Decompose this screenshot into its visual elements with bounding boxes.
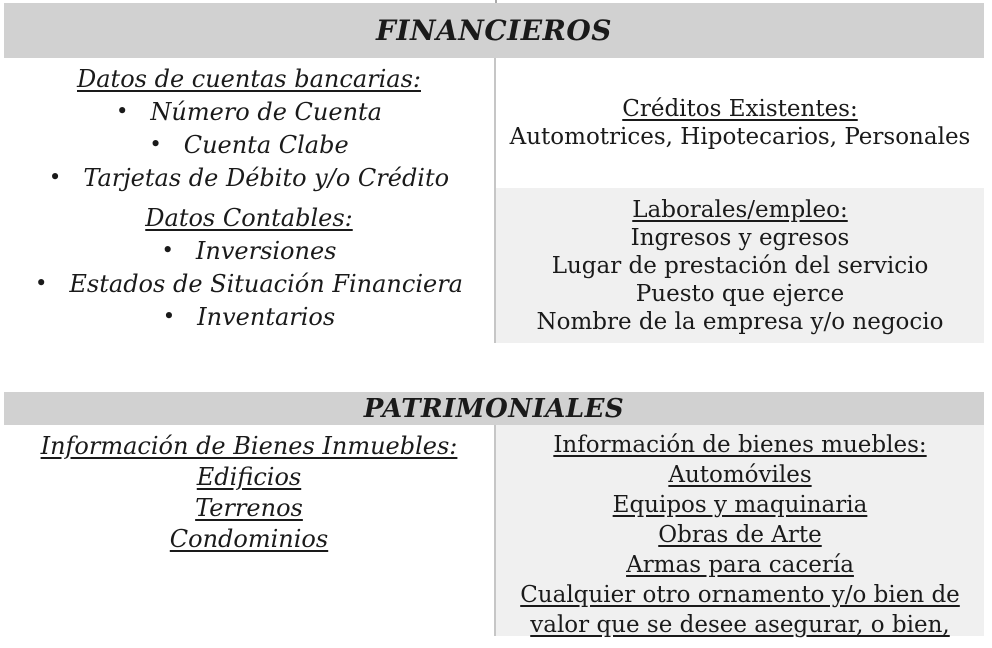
- inmuebles-item: Edificios: [196, 463, 302, 491]
- bienes-muebles-cell: [496, 425, 984, 636]
- bullet-icon: •: [161, 238, 174, 262]
- bullet-icon: •: [48, 165, 62, 189]
- muebles-heading: Información de bienes muebles:: [553, 432, 927, 458]
- inmuebles-item: Terrenos: [195, 494, 303, 522]
- bullet-icon: •: [149, 132, 162, 156]
- bullet-item-label: Inversiones: [195, 236, 337, 265]
- bullet-icon: •: [35, 271, 48, 295]
- muebles-item: Obras de Arte: [658, 522, 822, 548]
- financieros-section-header: [4, 3, 984, 58]
- bullet-item-label: Tarjetas de Débito y/o Crédito: [83, 163, 450, 192]
- bullet-item: [4, 161, 494, 194]
- labor-line: Ingresos y egresos: [630, 224, 850, 251]
- muebles-item: Armas para cacería: [626, 552, 854, 578]
- group-heading: Datos de cuentas bancarias:: [77, 64, 421, 93]
- inmuebles-heading: Información de Bienes Inmuebles:: [40, 432, 458, 460]
- bullet-item-label: Cuenta Clabe: [183, 130, 349, 159]
- bullet-item: [4, 128, 494, 161]
- muebles-item: Cualquier otro ornamento y/o bien de valor que se desee asegurar, o bien,: [520, 582, 960, 638]
- labor-line: Lugar de prestación del servicio: [551, 252, 929, 279]
- bullet-icon: •: [116, 99, 129, 123]
- financieros-title: FINANCIEROS: [376, 14, 612, 47]
- bullet-item-label: Inventarios: [197, 302, 336, 331]
- bullet-item: [4, 95, 494, 128]
- labor-heading: Laborales/empleo:: [632, 196, 848, 223]
- bullet-item: [4, 234, 494, 267]
- muebles-item: Automóviles: [668, 462, 812, 488]
- financieros-left-cell: [4, 58, 494, 343]
- patrimoniales-title: PATRIMONIALES: [363, 393, 625, 424]
- labor-line: Nombre de la empresa y/o negocio: [536, 308, 944, 335]
- bullet-icon: •: [162, 304, 176, 328]
- bullet-item-label: Número de Cuenta: [150, 97, 382, 126]
- bienes-inmuebles-cell: [4, 425, 494, 636]
- credits-text: Automotrices, Hipotecarios, Personales: [509, 124, 971, 150]
- muebles-item: Equipos y maquinaria: [612, 492, 868, 518]
- labor-line: Puesto que ejerce: [635, 280, 845, 307]
- patrimoniales-section-header: [4, 392, 984, 425]
- group-heading: Datos Contables:: [145, 203, 353, 232]
- bullet-item-label: Estados de Situación Financiera: [69, 269, 463, 298]
- credits-heading: Créditos Existentes:: [622, 96, 858, 122]
- credits-cell: [496, 58, 984, 188]
- inmuebles-item: Condominios: [169, 525, 329, 553]
- bullet-item: [4, 267, 494, 300]
- labor-cell: [496, 188, 984, 343]
- bullet-item: [4, 300, 494, 333]
